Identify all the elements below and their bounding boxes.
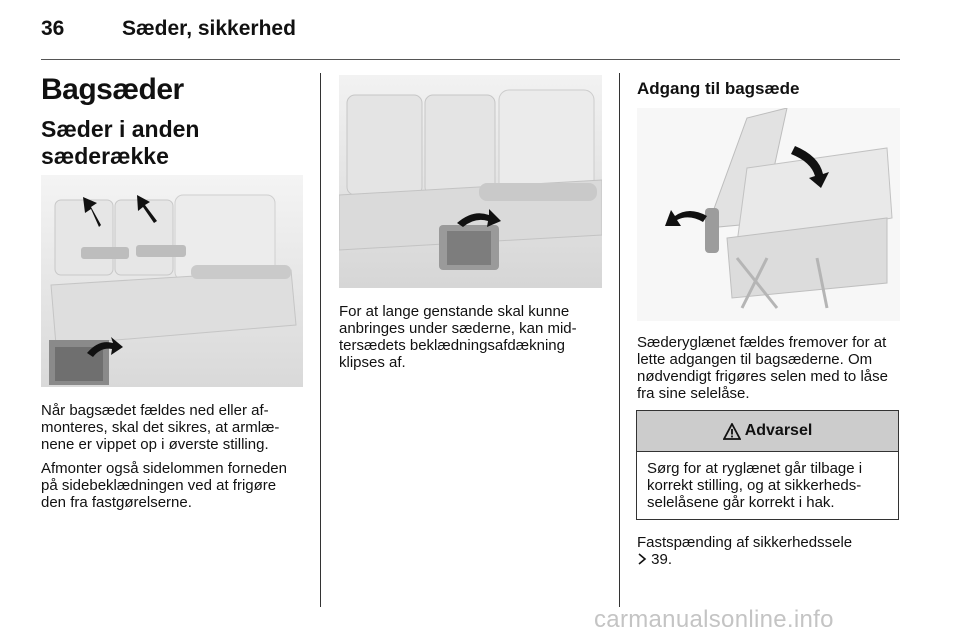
paragraph-side-pocket: Afmonter også sidelommen forneden på sidebeklædningen ved at frigøre den fra fastgørelserne. [41, 460, 287, 511]
warning-text: Sørg for at ryglænet går tilbage i korrekt stilling, og at sikkerheds-selelåsene går korrekt i hak. [647, 460, 863, 511]
rear-seat-armrest-illustration [41, 175, 303, 387]
paragraph-center-seat: For at lange genstande skal kunne anbringes under sæderne, kan mid-tersædets beklædningsafdækning klipses af. [339, 303, 577, 371]
section-heading: Adgang til bagsæde [637, 79, 800, 98]
warning-triangle-icon [723, 423, 741, 440]
seat-fold-forward-illustration [637, 108, 900, 321]
section-title: Sæder, sikkerhed [122, 17, 296, 40]
subsection-title: Sæder i anden sæderække [41, 116, 200, 169]
page-reference-icon [637, 553, 647, 565]
watermark: carmanualsonline.info [594, 606, 834, 633]
center-seat-cover-illustration [339, 75, 602, 288]
page-reference [637, 551, 672, 568]
warning-box [636, 410, 899, 520]
column-divider-2 [619, 73, 620, 607]
column-divider-1 [320, 73, 321, 607]
paragraph-access: Sæderyglænet fældes fremover for at lette adgangen til bagsæderne. Om nødvendigt frigøres selen med to låse fra sine selelåse. [637, 334, 888, 402]
header-divider [41, 59, 900, 60]
paragraph-armrests: Når bagsædet fældes ned eller af-monteres, skal det sikres, at armlæ-nene er vippet op i øverste stilling. [41, 402, 280, 453]
paragraph-seatbelt: Fastspænding af sikkerhedssele [637, 534, 853, 551]
page-reference-number[interactable]: 39. [651, 551, 673, 568]
page-number: 36 [41, 17, 65, 40]
page-title: Bagsæder [41, 73, 184, 106]
warning-title: Advarsel [744, 422, 813, 439]
warning-header [637, 411, 898, 452]
